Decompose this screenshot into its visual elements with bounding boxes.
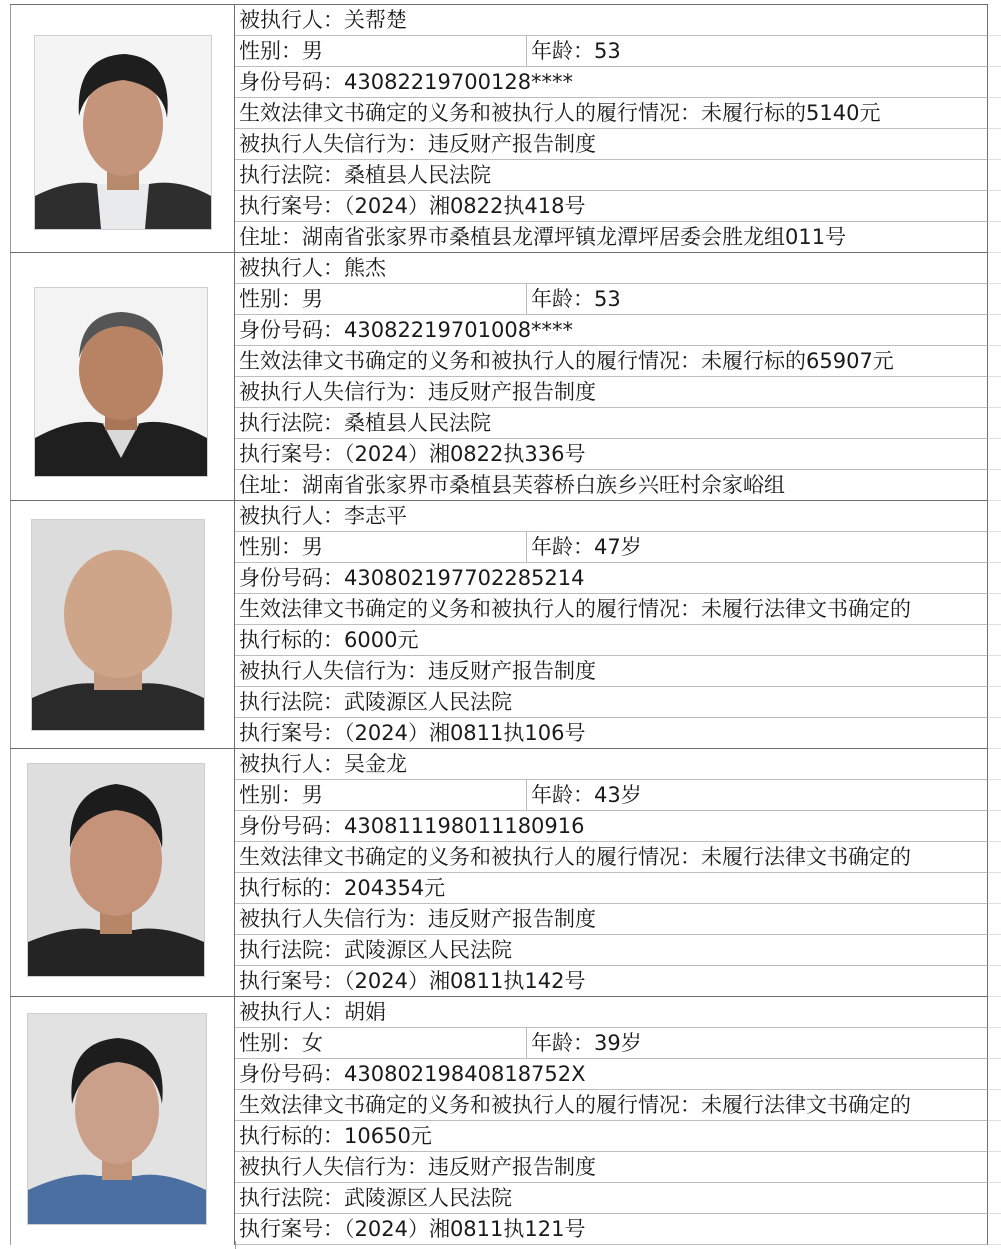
duty-row-continued: 执行标的：10650元 <box>235 1121 988 1152</box>
behavior-row: 被执行人失信行为：违反财产报告制度 <box>235 656 988 687</box>
duty-row-continued: 执行标的：204354元 <box>235 873 988 904</box>
age-cell: 年龄：47岁 <box>531 535 642 559</box>
age-cell: 年龄：39岁 <box>531 1031 642 1055</box>
gender-cell: 性别：男 <box>235 532 527 562</box>
case-row: 执行案号：（2024）湘0811执121号 <box>235 1214 988 1245</box>
name-row: 被执行人：胡娟 <box>235 997 988 1028</box>
record-block <box>10 252 988 501</box>
id-row: 身份号码：43080219840818752X <box>235 1059 988 1090</box>
behavior-row: 被执行人失信行为：违反财产报告制度 <box>235 129 988 160</box>
gender-age-row <box>235 532 988 563</box>
portrait-photo <box>27 1013 207 1225</box>
record-rows <box>235 253 988 501</box>
id-row: 身份号码：43082219701008**** <box>235 315 988 346</box>
duty-row: 生效法律文书确定的义务和被执行人的履行情况：未履行法律文书确定的 <box>235 594 988 625</box>
age-cell: 年龄：53 <box>531 39 621 63</box>
gender-age-row <box>235 780 988 811</box>
gender-age-row <box>235 1028 988 1059</box>
next-record-edge <box>235 1241 989 1249</box>
age-cell: 年龄：53 <box>531 287 621 311</box>
portrait-photo <box>31 519 205 731</box>
duty-row: 生效法律文书确定的义务和被执行人的履行情况：未履行标的5140元 <box>235 98 988 129</box>
photo-cell <box>10 253 235 501</box>
age-cell: 年龄：43岁 <box>531 783 642 807</box>
address-row: 住址：湖南省张家界市桑植县芙蓉桥白族乡兴旺村佘家峪组 <box>235 470 988 501</box>
gender-cell: 性别：男 <box>235 780 527 810</box>
address-row: 住址：湖南省张家界市桑植县龙潭坪镇龙潭坪居委会胜龙组011号 <box>235 222 988 253</box>
duty-row: 生效法律文书确定的义务和被执行人的履行情况：未履行法律文书确定的 <box>235 1090 988 1121</box>
behavior-row: 被执行人失信行为：违反财产报告制度 <box>235 1152 988 1183</box>
portrait-photo <box>34 35 212 230</box>
court-row: 执行法院：武陵源区人民法院 <box>235 1183 988 1214</box>
duty-row: 生效法律文书确定的义务和被执行人的履行情况：未履行法律文书确定的 <box>235 842 988 873</box>
gender-cell: 性别：女 <box>235 1028 527 1058</box>
photo-cell <box>10 501 235 749</box>
id-row: 身份号码：430802197702285214 <box>235 563 988 594</box>
id-row: 身份号码：43082219700128**** <box>235 67 988 98</box>
record-block <box>10 996 988 1245</box>
record-rows <box>235 5 988 253</box>
gender-cell: 性别：男 <box>235 284 527 314</box>
court-row: 执行法院：武陵源区人民法院 <box>235 687 988 718</box>
portrait-photo <box>27 763 205 977</box>
record-rows <box>235 749 988 997</box>
gender-cell: 性别：男 <box>235 36 527 66</box>
name-row: 被执行人：吴金龙 <box>235 749 988 780</box>
duty-row-continued: 执行标的：6000元 <box>235 625 988 656</box>
photo-cell <box>10 5 235 253</box>
name-row: 被执行人：关帮楚 <box>235 5 988 36</box>
gender-age-row <box>235 284 988 315</box>
sheet-gridlines <box>988 0 1001 1249</box>
record-block <box>10 4 988 253</box>
photo-cell <box>10 749 235 997</box>
court-row: 执行法院：桑植县人民法院 <box>235 408 988 439</box>
photo-cell <box>10 997 235 1245</box>
gender-age-row <box>235 36 988 67</box>
behavior-row: 被执行人失信行为：违反财产报告制度 <box>235 904 988 935</box>
record-rows <box>235 997 988 1245</box>
record-block <box>10 500 988 749</box>
record-rows <box>235 501 988 749</box>
case-row: 执行案号：（2024）湘0822执336号 <box>235 439 988 470</box>
case-row: 执行案号：（2024）湘0822执418号 <box>235 191 988 222</box>
duty-row: 生效法律文书确定的义务和被执行人的履行情况：未履行标的65907元 <box>235 346 988 377</box>
case-row: 执行案号：（2024）湘0811执106号 <box>235 718 988 749</box>
case-row: 执行案号：（2024）湘0811执142号 <box>235 966 988 997</box>
portrait-photo <box>34 287 208 477</box>
name-row: 被执行人：熊杰 <box>235 253 988 284</box>
behavior-row: 被执行人失信行为：违反财产报告制度 <box>235 377 988 408</box>
court-row: 执行法院：桑植县人民法院 <box>235 160 988 191</box>
record-block <box>10 748 988 997</box>
court-row: 执行法院：武陵源区人民法院 <box>235 935 988 966</box>
id-row: 身份号码：430811198011180916 <box>235 811 988 842</box>
name-row: 被执行人：李志平 <box>235 501 988 532</box>
